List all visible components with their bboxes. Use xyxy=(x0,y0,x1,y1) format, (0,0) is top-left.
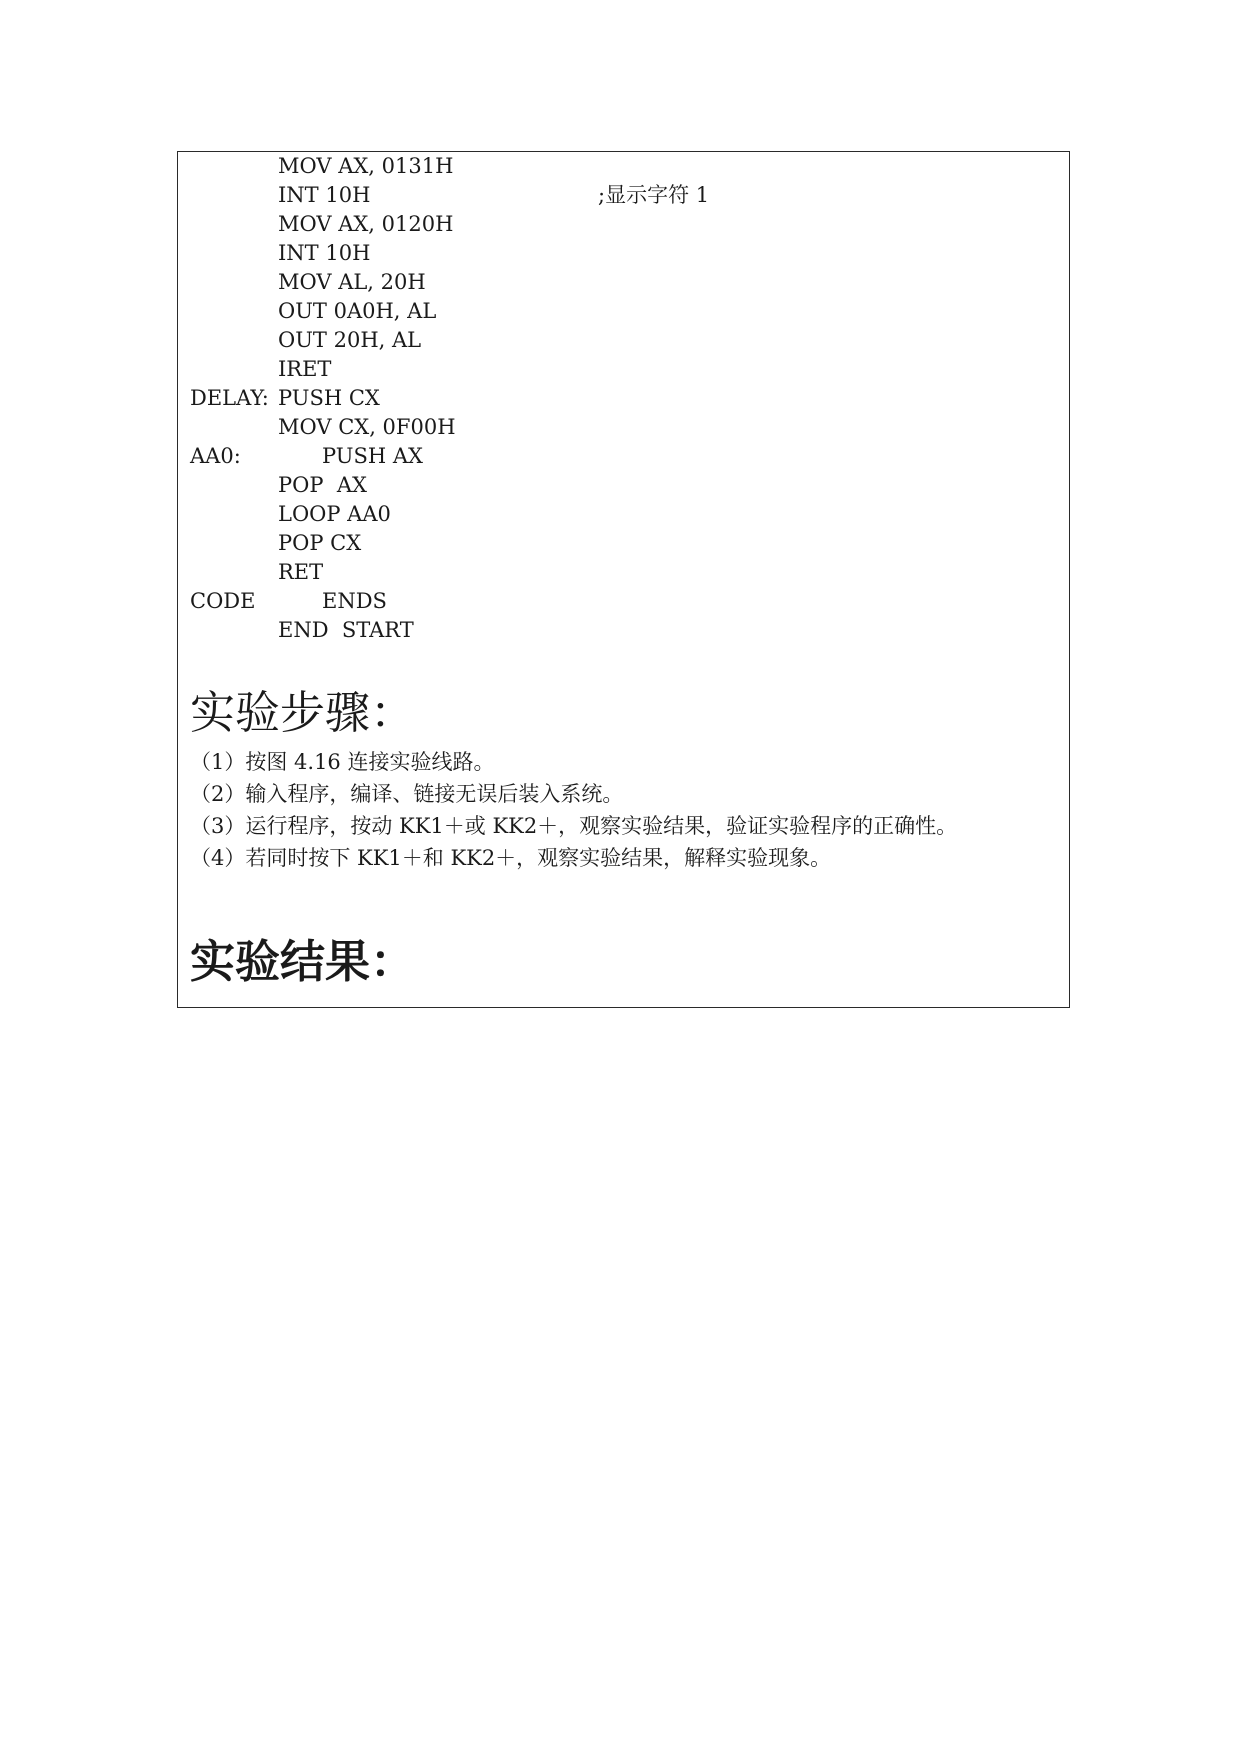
code-instruction: MOV AL, 20H xyxy=(278,270,426,294)
document-frame xyxy=(177,151,1070,1008)
code-line xyxy=(190,152,454,181)
code-instruction: MOV AX, 0120H xyxy=(278,212,454,236)
code-line xyxy=(190,210,454,239)
code-instruction: INT 10H xyxy=(278,183,371,207)
code-instruction: PUSH AX xyxy=(322,444,423,468)
code-instruction: IRET xyxy=(278,357,332,381)
code-label: AA0: xyxy=(190,444,241,468)
code-instruction: LOOP AA0 xyxy=(278,502,391,526)
code-line xyxy=(190,442,423,471)
code-comment: ;显示字符 1 xyxy=(598,183,710,207)
code-line xyxy=(190,297,437,326)
code-instruction: OUT 0A0H, AL xyxy=(278,299,437,323)
code-instruction: POP AX xyxy=(278,473,367,497)
code-instruction: INT 10H xyxy=(278,241,371,265)
code-instruction: MOV AX, 0131H xyxy=(278,154,454,178)
step-item: （4）若同时按下 KK1＋和 KK2＋，观察实验结果，解释实验现象。 xyxy=(190,846,832,870)
code-line xyxy=(190,587,387,616)
code-line xyxy=(190,471,367,500)
code-line xyxy=(190,529,362,558)
code-instruction: PUSH CX xyxy=(278,386,380,410)
step-item: （3）运行程序，按动 KK1＋或 KK2＋，观察实验结果，验证实验程序的正确性。 xyxy=(190,814,958,838)
step-item: （2）输入程序，编译、链接无误后装入系统。 xyxy=(190,782,624,806)
code-line xyxy=(190,326,422,355)
code-line xyxy=(190,616,414,645)
code-line xyxy=(190,239,371,268)
code-line xyxy=(190,384,380,413)
step-item: （1）按图 4.16 连接实验线路。 xyxy=(190,750,495,774)
code-line xyxy=(190,413,456,442)
code-label: CODE xyxy=(190,589,256,613)
code-line xyxy=(190,355,332,384)
code-instruction: ENDS xyxy=(322,589,387,613)
code-instruction: RET xyxy=(278,560,324,584)
code-line xyxy=(190,558,324,587)
code-label: DELAY: xyxy=(190,386,269,410)
code-line xyxy=(190,268,426,297)
results-heading: 实验结果： xyxy=(190,935,416,988)
steps-heading: 实验步骤： xyxy=(190,686,416,739)
code-line xyxy=(190,500,391,529)
code-instruction: POP CX xyxy=(278,531,362,555)
code-instruction: MOV CX, 0F00H xyxy=(278,415,456,439)
code-line xyxy=(190,181,710,210)
code-instruction: OUT 20H, AL xyxy=(278,328,422,352)
code-instruction: END START xyxy=(278,618,414,642)
